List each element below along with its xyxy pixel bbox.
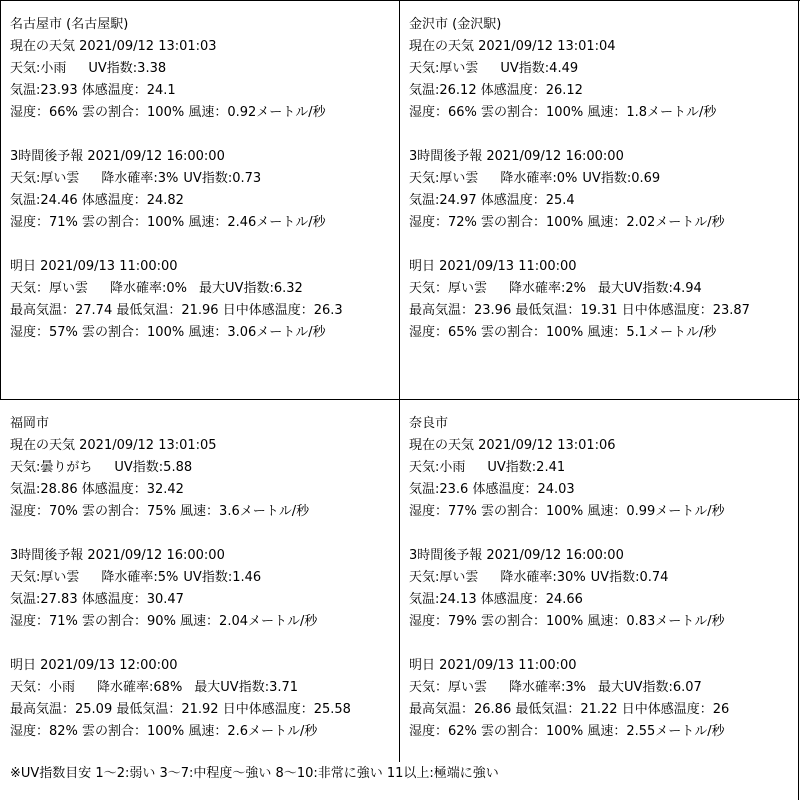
tomorrow-header: 明日 2021/09/13 11:00:00 (409, 658, 577, 673)
forecast3h-weather-row (409, 567, 789, 589)
tomorrow-header: 明日 2021/09/13 11:00:00 (409, 259, 577, 274)
tomorrow-temp: 最高気温：23.96 最低気温：19.31 日中体感温度：23.87 (409, 303, 750, 318)
city-name: 名古屋市 (名古屋駅) (10, 17, 129, 32)
city-name: 福岡市 (10, 416, 50, 431)
current-weather: 天気:曇りがち (10, 460, 93, 475)
current-weather: 天気:厚い雲 (409, 61, 479, 76)
current-uv: UV指数:5.88 (114, 460, 193, 475)
tomorrow-uv: 最大UV指数:6.32 (199, 281, 303, 296)
current-weather-row (409, 58, 789, 80)
grid-divider-vertical (399, 0, 400, 762)
tomorrow-humidity: 湿度：62% 雲の割合：100% 風速：2.55メートル/秒 (409, 724, 725, 739)
current-header: 現在の天気 2021/09/12 13:01:03 (10, 39, 217, 54)
forecast3h-uv: UV指数:0.74 (590, 570, 669, 585)
forecast3h-weather: 天気:厚い雲 (10, 570, 80, 585)
grid-border-right (798, 0, 799, 800)
tomorrow-uv: 最大UV指数:6.07 (598, 680, 702, 695)
tomorrow-weather: 天気：厚い雲 (409, 281, 488, 296)
tomorrow-weather-row (409, 278, 789, 300)
tomorrow-pop: 降水確率:3% (509, 680, 587, 695)
forecast3h-pop: 降水確率:30% (500, 570, 586, 585)
current-temp: 気温:23.6 体感温度：24.03 (409, 482, 575, 497)
grid-border-left (0, 0, 1, 400)
forecast3h-weather: 天気:厚い雲 (409, 171, 479, 186)
tomorrow-uv: 最大UV指数:3.71 (194, 680, 299, 695)
forecast3h-temp: 気温:24.97 体感温度：25.4 (409, 193, 575, 208)
forecast3h-pop: 降水確率:0% (500, 171, 578, 186)
tomorrow-pop: 降水確率:0% (110, 281, 188, 296)
forecast3h-header: 3時間後予報 2021/09/12 16:00:00 (409, 548, 624, 563)
current-uv: UV指数:4.49 (500, 61, 579, 76)
current-weather-row (409, 457, 789, 479)
forecast3h-weather: 天気:厚い雲 (409, 570, 479, 585)
tomorrow-header: 明日 2021/09/13 12:00:00 (10, 658, 178, 673)
tomorrow-temp: 最高気温：25.09 最低気温：21.92 日中体感温度：25.58 (10, 702, 351, 717)
tomorrow-weather: 天気：厚い雲 (10, 281, 89, 296)
tomorrow-weather: 天気：小雨 (10, 680, 76, 695)
current-weather-row (10, 58, 390, 80)
forecast3h-humidity: 湿度：71% 雲の割合：90% 風速：2.04メートル/秒 (10, 614, 318, 629)
forecast3h-humidity: 湿度：71% 雲の割合：100% 風速：2.46メートル/秒 (10, 215, 326, 230)
forecast3h-weather: 天気:厚い雲 (10, 171, 80, 186)
tomorrow-humidity: 湿度：82% 雲の割合：100% 風速：2.6メートル/秒 (10, 724, 318, 739)
forecast3h-weather-row (10, 567, 390, 589)
current-weather: 天気:小雨 (10, 61, 67, 76)
current-temp: 気温:26.12 体感温度：26.12 (409, 83, 583, 98)
tomorrow-header: 明日 2021/09/13 11:00:00 (10, 259, 178, 274)
tomorrow-temp: 最高気温：27.74 最低気温：21.96 日中体感温度：26.3 (10, 303, 343, 318)
grid-border-top (0, 0, 800, 1)
forecast3h-temp: 気温:24.46 体感温度：24.82 (10, 193, 184, 208)
forecast3h-temp: 気温:27.83 体感温度：30.47 (10, 592, 184, 607)
tomorrow-humidity: 湿度：65% 雲の割合：100% 風速：5.1メートル/秒 (409, 325, 717, 340)
current-humidity: 湿度：70% 雲の割合：75% 風速：3.6メートル/秒 (10, 504, 310, 519)
forecast3h-weather-row (409, 168, 789, 190)
grid-divider-horizontal (0, 399, 800, 400)
current-uv: UV指数:3.38 (88, 61, 167, 76)
forecast3h-weather-row (10, 168, 390, 190)
current-temp: 気温:23.93 体感温度：24.1 (10, 83, 176, 98)
forecast3h-pop: 降水確率:5% (101, 570, 179, 585)
panel-nagoya (10, 14, 390, 344)
panel-nara (409, 413, 789, 743)
forecast3h-header: 3時間後予報 2021/09/12 16:00:00 (10, 548, 225, 563)
forecast3h-humidity: 湿度：72% 雲の割合：100% 風速：2.02メートル/秒 (409, 215, 725, 230)
uv-index-footnote: ※UV指数目安 1～2:弱い 3～7:中程度～強い 8～10:非常に強い 11以上:極端に強い (10, 766, 499, 781)
forecast3h-uv: UV指数:0.69 (582, 171, 661, 186)
forecast3h-header: 3時間後予報 2021/09/12 16:00:00 (10, 149, 225, 164)
tomorrow-weather: 天気：厚い雲 (409, 680, 488, 695)
tomorrow-uv: 最大UV指数:4.94 (598, 281, 702, 296)
panel-fukuoka (10, 413, 390, 743)
current-humidity: 湿度：66% 雲の割合：100% 風速：1.8メートル/秒 (409, 105, 717, 120)
tomorrow-pop: 降水確率:68% (97, 680, 183, 695)
city-name: 金沢市 (金沢駅) (409, 17, 502, 32)
forecast3h-temp: 気温:24.13 体感温度：24.66 (409, 592, 583, 607)
forecast3h-uv: UV指数:1.46 (183, 570, 262, 585)
current-header: 現在の天気 2021/09/12 13:01:06 (409, 438, 616, 453)
tomorrow-weather-row (10, 278, 390, 300)
city-name: 奈良市 (409, 416, 449, 431)
forecast3h-humidity: 湿度：79% 雲の割合：100% 風速：0.83メートル/秒 (409, 614, 725, 629)
forecast3h-header: 3時間後予報 2021/09/12 16:00:00 (409, 149, 624, 164)
forecast3h-pop: 降水確率:3% (101, 171, 179, 186)
current-weather: 天気:小雨 (409, 460, 466, 475)
tomorrow-humidity: 湿度：57% 雲の割合：100% 風速：3.06メートル/秒 (10, 325, 326, 340)
tomorrow-temp: 最高気温：26.86 最低気温：21.22 日中体感温度：26 (409, 702, 730, 717)
current-humidity: 湿度：66% 雲の割合：100% 風速：0.92メートル/秒 (10, 105, 326, 120)
panel-kanazawa (409, 14, 789, 344)
tomorrow-pop: 降水確率:2% (509, 281, 587, 296)
current-uv: UV指数:2.41 (487, 460, 566, 475)
tomorrow-weather-row (409, 677, 789, 699)
tomorrow-weather-row (10, 677, 390, 699)
current-header: 現在の天気 2021/09/12 13:01:04 (409, 39, 616, 54)
current-humidity: 湿度：77% 雲の割合：100% 風速：0.99メートル/秒 (409, 504, 725, 519)
forecast3h-uv: UV指数:0.73 (183, 171, 262, 186)
current-temp: 気温:28.86 体感温度：32.42 (10, 482, 184, 497)
current-weather-row (10, 457, 390, 479)
current-header: 現在の天気 2021/09/12 13:01:05 (10, 438, 217, 453)
